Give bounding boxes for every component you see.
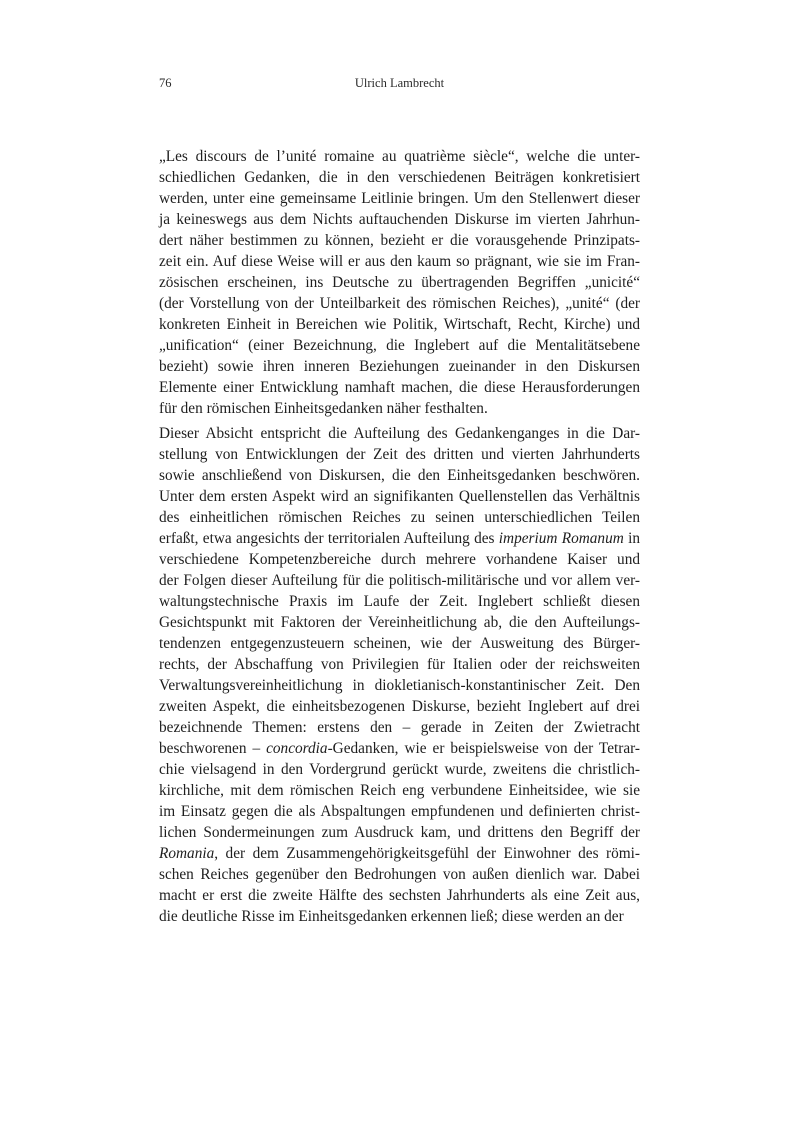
text-line: konkreten Einheit in Bereichen wie Politik, Wirtschaft, Recht, Kirche) und	[159, 316, 640, 333]
paragraph-2	[159, 423, 640, 927]
text-line: Verwaltungsvereinheitlichung in diokletianisch-konstantinischer Zeit. Den	[159, 677, 640, 694]
text-line: des einheitlichen römischen Reiches zu seinen unterschiedlichen Teilen	[159, 509, 640, 526]
text-line: verschiedene Kompetenzbereiche durch mehrere vorhandene Kaiser und	[159, 551, 640, 568]
page-number: 76	[159, 76, 172, 90]
text-line: der Folgen dieser Aufteilung für die politisch-militärische und vor allem ver-	[159, 572, 640, 589]
text-line: stellung von Entwicklungen der Zeit des dritten und vierten Jahrhunderts	[159, 446, 640, 463]
text-line: Romania, der dem Zusammengehörigkeitsgefühl der Einwohner des römi-	[159, 845, 640, 862]
text-line: Gesichtspunkt mit Faktoren der Vereinheitlichung ab, die den Aufteilungs-	[159, 614, 640, 631]
text-line: werden, unter eine gemeinsame Leitlinie bringen. Um den Stellenwert dieser	[159, 190, 640, 207]
text-line: Dieser Absicht entspricht die Aufteilung des Gedankenganges in die Dar-	[159, 425, 640, 442]
text-line: kirchliche, mit dem römischen Reich eng verbundene Einheitsidee, wie sie	[159, 782, 640, 799]
running-head	[159, 76, 640, 92]
italic-term: concordia	[266, 740, 328, 757]
text-line: waltungstechnische Praxis im Laufe der Zeit. Inglebert schließt diesen	[159, 593, 640, 610]
text-line: dert näher bestimmen zu können, bezieht er die vorausgehende Prinzipats-	[159, 232, 640, 249]
text-line: rechts, der Abschaffung von Privilegien für Italien oder der reichsweiten	[159, 656, 640, 673]
running-head-author: Ulrich Lambrecht	[354, 76, 445, 90]
text-line: Unter dem ersten Aspekt wird an signifikanten Quellenstellen das Verhältnis	[159, 488, 640, 505]
text-line: Elemente einer Entwicklung namhaft machen, die diese Herausforderungen	[159, 379, 640, 396]
text-line: sowie anschließend von Diskursen, die den Einheitsgedanken beschwören.	[159, 467, 640, 484]
text-line: im Einsatz gegen die als Abspaltungen empfundenen und definierten christ-	[159, 803, 640, 820]
text-line: tendenzen entgegenzusteuern scheinen, wie der Ausweitung des Bürger-	[159, 635, 640, 652]
text-line: „unification“ (einer Bezeichnung, die Inglebert auf die Mentalitätsebene	[159, 337, 640, 354]
italic-term: Romania	[159, 845, 215, 862]
text-line: schiedlichen Gedanken, die in den verschiedenen Beiträgen konkretisiert	[159, 169, 640, 186]
text-line: (der Vorstellung von der Unteilbarkeit des römischen Reiches), „unité“ (der	[159, 295, 640, 312]
text-line: macht er erst die zweite Hälfte des sechsten Jahrhunderts als eine Zeit aus,	[159, 887, 640, 904]
text-line: für den römischen Einheitsgedanken näher festhalten.	[159, 400, 488, 417]
text-line: bezieht) sowie ihren inneren Beziehungen zueinander in den Diskursen	[159, 358, 640, 375]
body-text	[159, 146, 640, 927]
text-line: zösischen erscheinen, ins Deutsche zu übertragenden Begriffen „unicité“	[159, 274, 640, 291]
text-line: „Les discours de l’unité romaine au quatrième siècle“, welche die unter-	[159, 148, 640, 165]
text-line: lichen Sondermeinungen zum Ausdruck kam, und drittens den Begriff der	[159, 824, 640, 841]
text-line: die deutliche Risse im Einheitsgedanken erkennen ließ; diese werden an der	[159, 908, 624, 925]
text-line: schen Reiches gegenüber den Bedrohungen von außen dienlich war. Dabei	[159, 866, 640, 883]
text-line: chie vielsagend in den Vordergrund gerückt wurde, zweitens die christlich-	[159, 761, 640, 778]
italic-term: imperium Romanum	[498, 530, 624, 547]
text-line: beschworenen – concordia-Gedanken, wie er beispielsweise von der Tetrar-	[159, 740, 640, 757]
text-line: ja keineswegs aus dem Nichts auftauchenden Diskurse im vierten Jahrhun-	[159, 211, 640, 228]
text-line: erfaßt, etwa angesichts der territorialen Aufteilung des imperium Romanum in	[159, 530, 640, 547]
paragraph-1	[159, 146, 640, 419]
text-line: bezeichnende Themen: erstens den – gerade in Zeiten der Zwietracht	[159, 719, 640, 736]
text-line: zweiten Aspekt, die einheitsbezogenen Diskurse, bezieht Inglebert auf drei	[159, 698, 640, 715]
text-line: zeit ein. Auf diese Weise will er aus den kaum so prägnant, wie sie im Fran-	[159, 253, 640, 270]
